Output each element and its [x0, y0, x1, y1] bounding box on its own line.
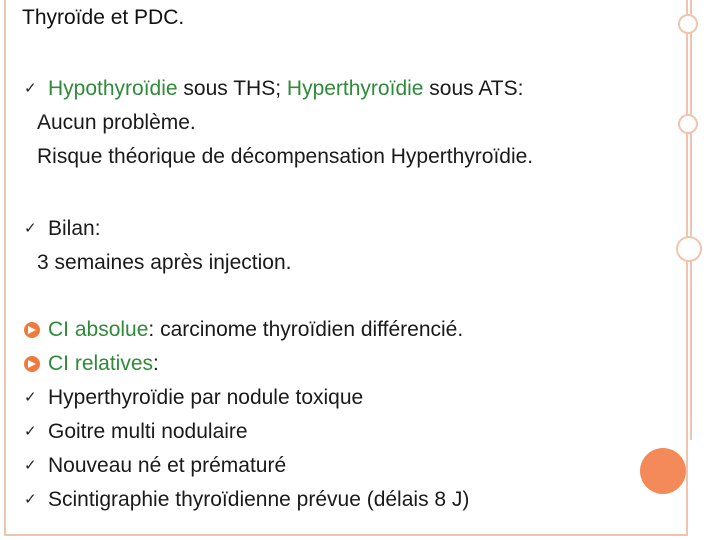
- sub-line: Risque théorique de décompensation Hyperthyroïdie.: [37, 145, 534, 168]
- bullet-text: Bilan:: [48, 217, 101, 240]
- list-item-text: Nouveau né et prématuré: [48, 454, 287, 477]
- text-fragment: :: [153, 352, 159, 375]
- checkmark-icon: ✓: [24, 80, 37, 97]
- text-fragment: sous THS;: [177, 77, 287, 100]
- decorative-line: [690, 0, 692, 440]
- decorative-circle: [678, 114, 698, 134]
- bullet-text: [48, 313, 463, 347]
- sub-line: 3 semaines après injection.: [37, 251, 292, 274]
- decorative-circle-filled: [640, 448, 686, 494]
- bullet-text: [48, 347, 159, 381]
- checkmark-icon: ✓: [24, 220, 37, 237]
- orange-bullet-icon: [24, 356, 40, 372]
- orange-bullet-icon: [24, 322, 40, 338]
- term-ci-absolue: CI absolue: [48, 318, 149, 341]
- bullet-text: [48, 72, 523, 106]
- list-item-text: Scintigraphie thyroïdienne prévue (délais 8 J): [48, 488, 470, 511]
- slide-title: Thyroïde et PDC.: [22, 6, 185, 29]
- checkmark-icon: ✓: [24, 491, 37, 508]
- text-fragment: : carcinome thyroïdien différencié.: [148, 318, 464, 341]
- checkmark-icon: ✓: [24, 389, 37, 406]
- sub-line: Aucun problème.: [37, 111, 196, 134]
- term-hyperthyroidie: Hyperthyroïdie: [286, 77, 424, 100]
- list-item-text: Goitre multi nodulaire: [48, 420, 248, 443]
- checkmark-icon: ✓: [24, 457, 37, 474]
- term-hypothyroidie: Hypothyroïdie: [48, 77, 178, 100]
- text-fragment: sous ATS:: [423, 77, 524, 100]
- list-item-text: Hyperthyroïdie par nodule toxique: [48, 386, 364, 409]
- term-ci-relatives: CI relatives: [48, 352, 154, 375]
- decorative-circle: [676, 236, 702, 262]
- decorative-circle: [678, 14, 698, 34]
- checkmark-icon: ✓: [24, 423, 37, 440]
